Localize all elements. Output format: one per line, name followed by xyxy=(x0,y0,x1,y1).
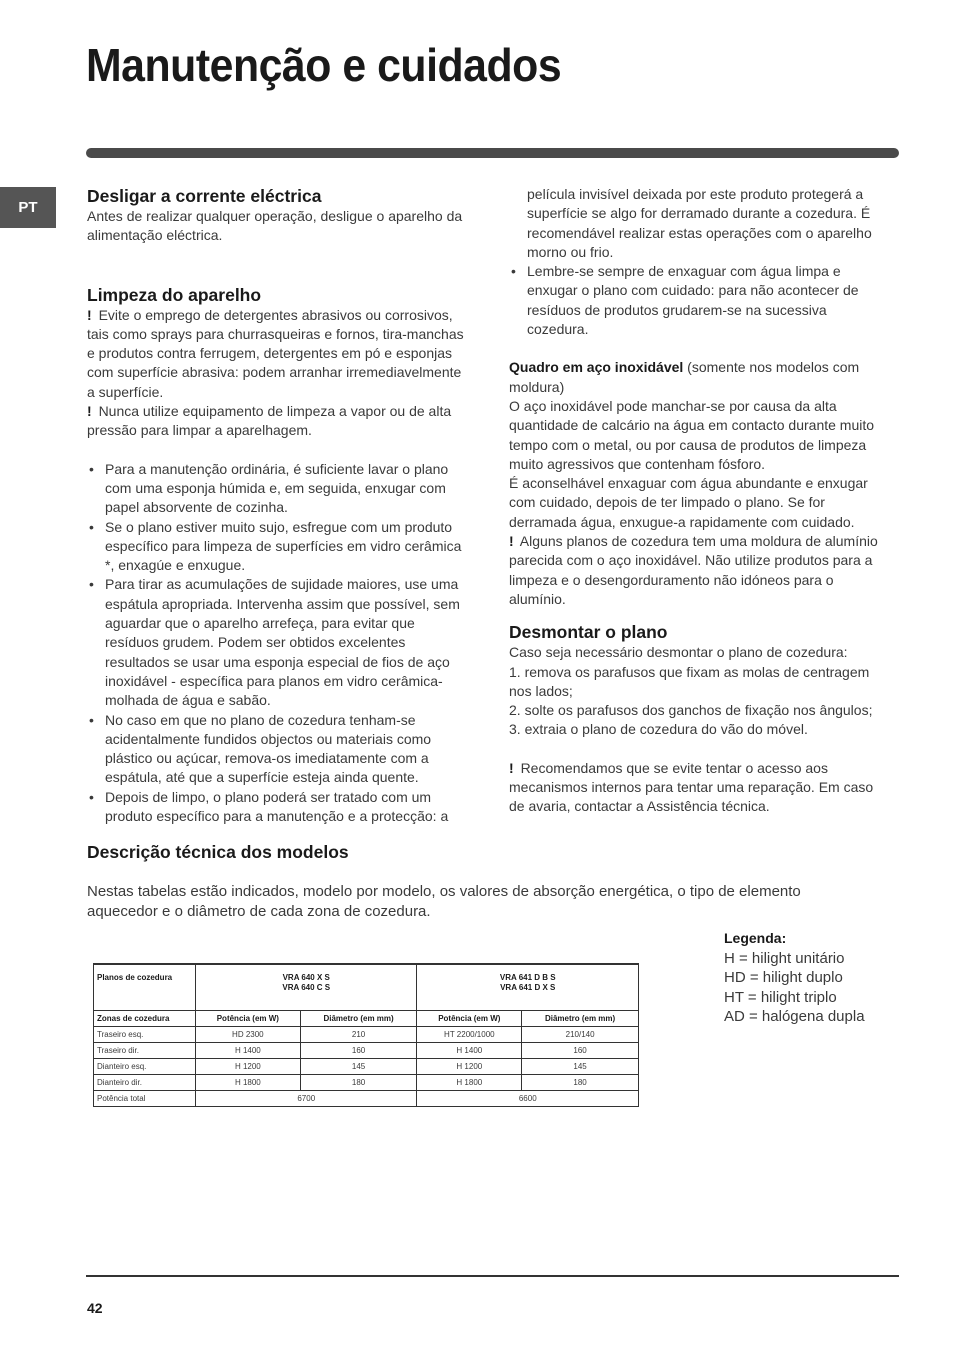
section-heading-disconnect: Desligar a corrente eléctrica xyxy=(87,186,322,206)
legend-item: AD = halógena dupla xyxy=(724,1008,865,1025)
list-item: • No caso em que no plano de cozedura tenham-se acidentalmente fundidos objectos ou materiais como plástico ou açúcar, remova-os imediatamente com a espátula, até que a superfície esteja ainda quente. xyxy=(87,711,467,788)
warning-mark: ! xyxy=(509,759,514,776)
warning-mark: ! xyxy=(509,533,514,550)
table-cell: Traseiro dir. xyxy=(94,1043,196,1059)
warning-paragraph xyxy=(509,759,879,817)
table-cell: 180 xyxy=(522,1075,639,1091)
table-cell: H 1400 xyxy=(196,1043,301,1059)
warning-paragraph xyxy=(509,532,879,609)
list-item: • Lembre-se sempre de enxaguar com água limpa e enxugar o plano com cuidado: para não acontecer de resíduos de produtos grudarem-se na sucessiva cozedura. xyxy=(509,262,879,339)
table-cell: Traseiro esq. xyxy=(94,1027,196,1043)
section-heading-cleaning: Limpeza do aparelho xyxy=(87,284,262,305)
warning-mark: ! xyxy=(87,306,92,323)
warning-paragraph xyxy=(87,306,467,402)
page-number: 42 xyxy=(87,1300,103,1316)
table-cell: 210 xyxy=(300,1027,417,1043)
section-heading-tech: Descrição técnica dos modelos xyxy=(87,842,349,862)
cleaning-bullet-list xyxy=(87,460,467,827)
legend-item: HD = hilight duplo xyxy=(724,969,843,986)
list-item: • Para a manutenção ordinária, é suficiente lavar o plano com uma esponja húmida e, em seguida, enxugar com papel absorvente de cozinha. xyxy=(87,460,467,518)
footer-divider xyxy=(86,1275,899,1277)
model-name: VRA 641 D X S xyxy=(500,983,556,992)
section-heading-dismount: Desmontar o plano xyxy=(509,622,668,643)
section-text-disconnect: Antes de realizar qualquer operação, desligue o aparelho da alimentação eléctrica. xyxy=(87,208,463,244)
model-a-header xyxy=(196,964,417,1011)
language-tab: PT xyxy=(0,187,56,228)
model-name: VRA 640 C S xyxy=(282,983,331,992)
warning-text: Nunca utilize equipamento de limpeza a vapor ou de alta pressão para limpar a aparelhagem. xyxy=(87,403,452,439)
legend-title: Legenda: xyxy=(724,930,787,946)
list-item: • Para tirar as acumulações de sujidade maiores, use uma espátula apropriada. Intervenha assim que possível, sem aguardar que o aparelho arrefeça, para evitar que resíduos grudem. Podem ser obtidos excelentes resultados se usar uma esponja especial de fios de aço inoxidável - específica para planos em vidro cerâmica-molhada de água e sabão. xyxy=(87,575,467,710)
warning-text: Alguns planos de cozedura tem uma moldura de alumínio parecida com o aço inoxidável. Não utilize produtos para a limpeza e o desengorduramento não idóneos para o alumínio. xyxy=(509,533,878,607)
dismount-intro: Caso seja necessário desmontar o plano de cozedura: xyxy=(509,644,848,661)
tech-intro: Nestas tabelas estão indicados, modelo por modelo, os valores de absorção energética, o tipo de elemento aquecedor e o diâmetro de cada zona de cozedura. xyxy=(87,883,801,920)
table-row xyxy=(94,1043,639,1059)
table-cell: HT 2200/1000 xyxy=(417,1027,522,1043)
table-cell: 160 xyxy=(522,1043,639,1059)
inox-paragraph: O aço inoxidável pode manchar-se por causa da alta quantidade de calcário na água em contacto durante muito tempo com o metal, ou por causa de produtos de limpeza muito agressivos que contenham fósforo. xyxy=(509,397,875,472)
legend-item: HT = hilight triplo xyxy=(724,988,837,1006)
table-cell: Dianteiro dir. xyxy=(94,1075,196,1091)
table-cell: Planos de cozedura xyxy=(94,964,196,1011)
table-total-row xyxy=(94,1091,639,1107)
model-b-header xyxy=(417,964,639,1011)
table-header-row xyxy=(94,964,639,1011)
warning-text: Recomendamos que se evite tentar o acesso aos mecanismos internos para tentar uma reparação. Em caso de avaria, contactar a Assistência técnica. xyxy=(509,759,874,815)
table-cell: 160 xyxy=(300,1043,417,1059)
table-cell: Diâmetro (em mm) xyxy=(300,1011,417,1027)
table-cell: Zonas de cozedura xyxy=(94,1011,196,1027)
warning-paragraph xyxy=(87,402,467,441)
table-cell: 210/140 xyxy=(522,1027,639,1043)
table-cell: Potência (em W) xyxy=(417,1011,522,1027)
warning-text: Evite o emprego de detergentes abrasivos ou corrosivos, tais como sprays para churrasqueiras e fornos, tira-manchas e produtos contra ferrugem, detergentes em pó e esponjas com superfície abrasiva: podem arranhar irremediavelmente a superfície. xyxy=(87,306,464,400)
table-cell: H 1800 xyxy=(417,1075,522,1091)
model-name: VRA 641 D B S xyxy=(499,973,556,982)
table-cell: H 1200 xyxy=(417,1059,522,1075)
table-cell: Potência (em W) xyxy=(196,1011,301,1027)
table-cell: Diâmetro (em mm) xyxy=(522,1011,639,1027)
bullet-continuation: película invisível deixada por este produto protegerá a superfície se algo for derramado durante a cozedura. É recomendável realizar estas operações com o aparelho morno ou frio. xyxy=(527,186,872,260)
table-cell: 145 xyxy=(522,1059,639,1075)
table-row xyxy=(94,1027,639,1043)
legend xyxy=(724,929,924,1027)
table-cell: 180 xyxy=(300,1075,417,1091)
legend-item: H = hilight unitário xyxy=(724,949,845,967)
warning-mark: ! xyxy=(87,403,92,420)
table-cell: H 1800 xyxy=(196,1075,301,1091)
dismount-step: 2. solte os parafusos dos ganchos de fixação nos ângulos; xyxy=(509,702,873,719)
list-item: • Se o plano estiver muito sujo, esfregue com um produto específico para limpeza de superfícies em vidro cerâmica *, enxagúe e enxugue. xyxy=(87,518,467,576)
spec-table xyxy=(93,963,639,1107)
inox-heading: Quadro em aço inoxidável xyxy=(509,359,684,376)
inox-intro xyxy=(509,358,879,397)
dismount-step: 1. remova os parafusos que fixam as molas de centragem nos lados; xyxy=(509,663,870,699)
table-cell: H 1200 xyxy=(196,1059,301,1075)
dismount-step: 3. extraia o plano de cozedura do vão do móvel. xyxy=(509,721,808,738)
table-cell: Potência total xyxy=(94,1091,196,1107)
inox-paragraph: É aconselhável enxaguar com água abundante e enxugar com cuidado, depois de ter limpado o plano. Se for derramada água, enxugue-a rapidamente com cuidado. xyxy=(509,475,868,530)
rinse-bullet-list xyxy=(509,262,879,339)
table-cell: 6700 xyxy=(196,1091,417,1107)
page-title: Manutenção e cuidados xyxy=(86,39,562,91)
inox-note: (somente nos modelos com moldura) xyxy=(509,359,860,395)
model-name: VRA 640 X S xyxy=(282,973,330,982)
table-row xyxy=(94,1075,639,1091)
left-column xyxy=(87,185,467,826)
table-subheader-row xyxy=(94,1011,639,1027)
title-divider xyxy=(86,148,899,158)
right-column xyxy=(509,185,879,817)
table-cell: 6600 xyxy=(417,1091,639,1107)
table-cell: H 1400 xyxy=(417,1043,522,1059)
table-row xyxy=(94,1059,639,1075)
list-item: • Depois de limpo, o plano poderá ser tratado com um produto específico para a manutenção e a protecção: a xyxy=(87,788,467,827)
table-cell: Dianteiro esq. xyxy=(94,1059,196,1075)
table-cell: 145 xyxy=(300,1059,417,1075)
table-cell: HD 2300 xyxy=(196,1027,301,1043)
